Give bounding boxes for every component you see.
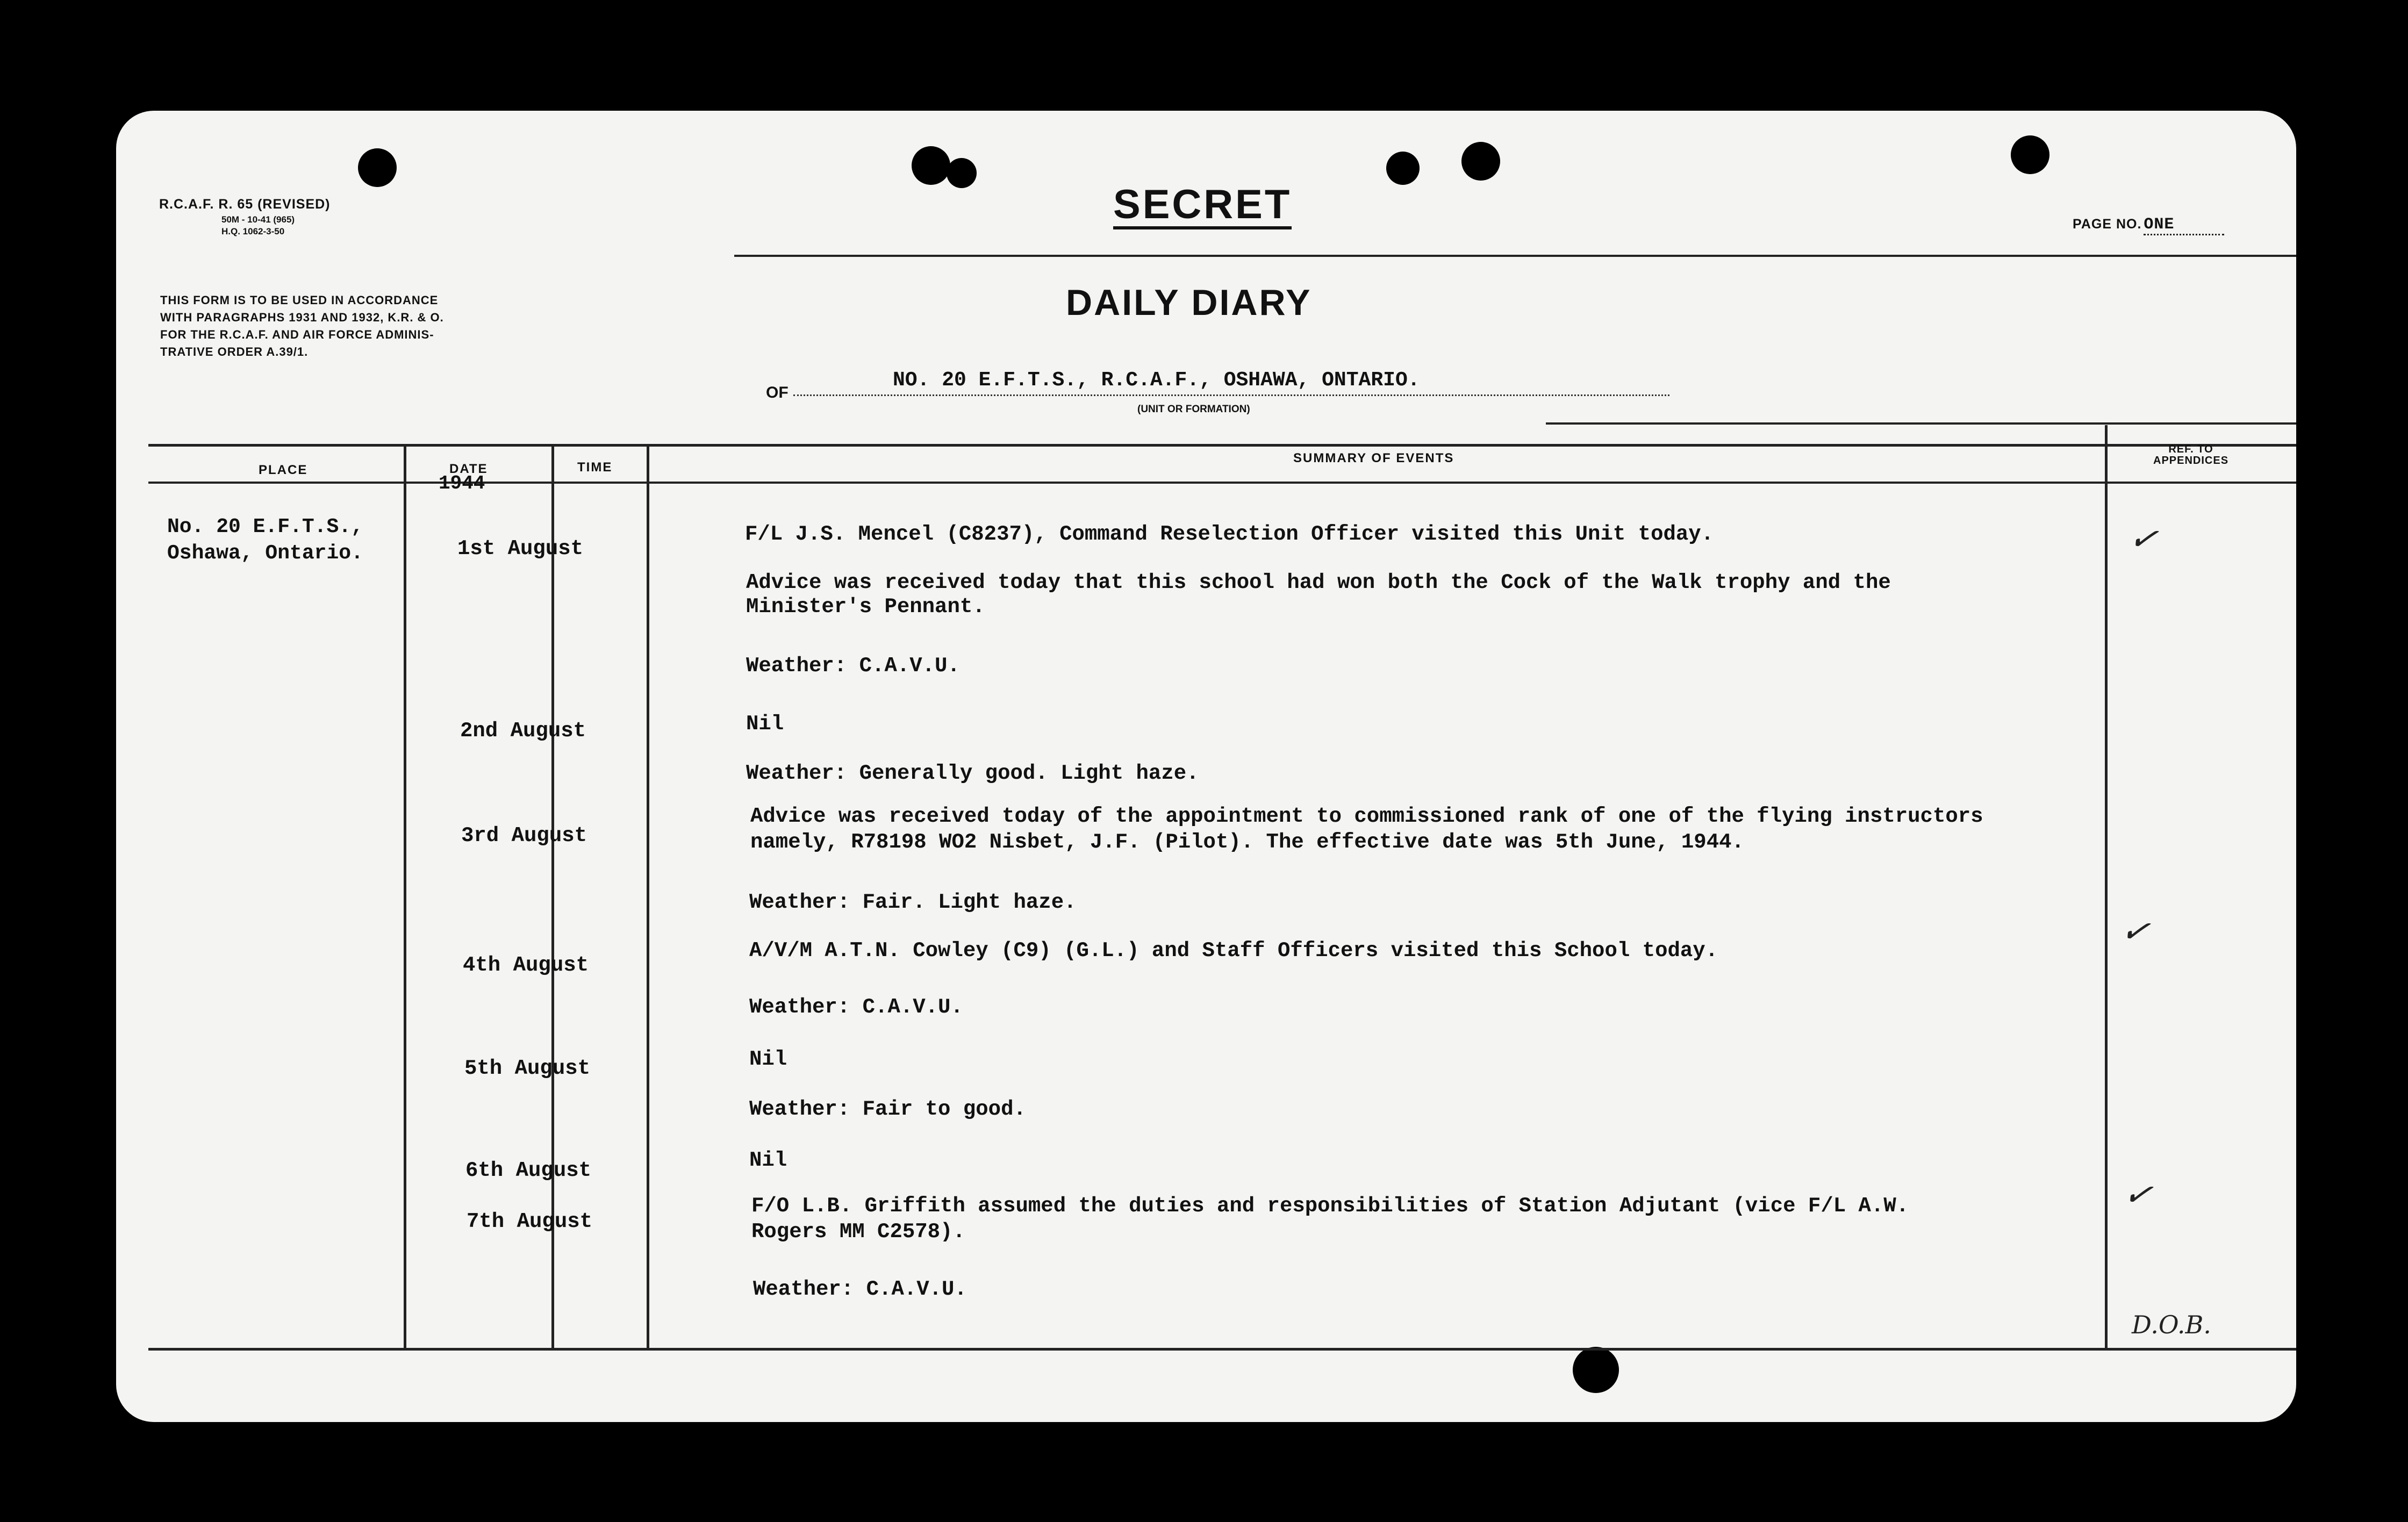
punch-hole [947, 158, 977, 188]
date-cell: 1st August [457, 537, 584, 561]
event-line: A/V/M A.T.N. Cowley (C9) (G.L.) and Staff Officers visited this School today. [749, 939, 1718, 963]
page-value: ONE [2144, 216, 2224, 235]
punch-hole [2011, 135, 2049, 174]
table-top-rule [1546, 422, 2296, 425]
punch-hole [1573, 1347, 1619, 1393]
place-cell [167, 514, 363, 567]
date-cell: 3rd August [461, 824, 587, 848]
event-line: Weather: Fair to good. [749, 1097, 1026, 1121]
check-mark-icon: ✓ [2120, 1172, 2156, 1217]
form-id-line: H.Q. 1062-3-50 [221, 226, 285, 236]
unit-caption: (UNIT OR FORMATION) [1137, 404, 1250, 415]
form-note-line: TRATIVE ORDER A.39/1. [160, 344, 309, 358]
event-line: Minister's Pennant. [746, 595, 985, 619]
event-line: Nil [749, 1047, 787, 1071]
header-rule [734, 255, 2296, 257]
column-header-place: PLACE [259, 463, 308, 477]
ref-label: APPENDICES [2153, 455, 2229, 466]
date-cell: 4th August [463, 953, 589, 977]
form-note-line: THIS FORM IS TO BE USED IN ACCORDANCE [160, 293, 439, 307]
event-line: Weather: Generally good. Light haze. [746, 762, 1199, 785]
check-mark-icon: ✓ [2125, 516, 2161, 562]
diary-sheet [116, 111, 2296, 1422]
form-id-line: 50M - 10-41 (965) [221, 214, 295, 225]
event-line: namely, R78198 WO2 Nisbet, J.F. (Pilot). The effective date was 5th June, 1944. [750, 830, 1744, 854]
place-line: No. 20 E.F.T.S., [167, 515, 363, 539]
event-line: Advice was received today that this school had won both the Cock of the Walk trophy and the [746, 571, 1891, 594]
punch-hole [358, 148, 397, 187]
form-instructions [160, 292, 444, 361]
form-note-line: WITH PARAGRAPHS 1931 AND 1932, K.R. & O. [160, 310, 444, 324]
classification-stamp: SECRET [1113, 183, 1292, 229]
event-line: Nil [746, 712, 784, 736]
column-divider [647, 447, 649, 1349]
form-note-line: FOR THE R.C.A.F. AND AIR FORCE ADMINIS- [160, 327, 434, 341]
event-line: Weather: Fair. Light haze. [749, 891, 1077, 914]
event-line: Weather: C.A.V.U. [749, 995, 963, 1019]
column-header-year: 1944 [439, 472, 485, 494]
page-title: DAILY DIARY [1066, 282, 1312, 323]
event-line: Rogers MM C2578). [751, 1220, 965, 1244]
check-mark-icon: ✓ [2117, 909, 2153, 954]
reviewer-initials: D.O.B. [2132, 1310, 2211, 1339]
unit-field [793, 369, 1669, 396]
place-line: Oshawa, Ontario. [167, 542, 363, 565]
date-cell: 7th August [467, 1210, 593, 1233]
date-cell: 5th August [464, 1057, 591, 1080]
form-identifier [159, 197, 331, 237]
page-number [2073, 216, 2224, 235]
punch-hole [1386, 152, 1420, 185]
event-line: F/O L.B. Griffith assumed the duties and responsibilities of Station Adjutant (vice F/L A.W. [751, 1194, 1909, 1218]
of-label: OF [766, 384, 789, 401]
unit-value: NO. 20 E.F.T.S., R.C.A.F., OSHAWA, ONTARIO. [893, 369, 1420, 392]
column-divider [2105, 425, 2108, 1349]
page-label: PAGE NO. [2073, 217, 2142, 232]
table-top-rule [148, 444, 2296, 447]
column-header-ref [2153, 444, 2228, 466]
column-header-time: TIME [577, 460, 613, 475]
ref-label: REF. TO [2168, 443, 2213, 455]
event-line: F/L J.S. Mencel (C8237), Command Reselection Officer visited this Unit today. [745, 522, 1714, 546]
column-divider [404, 447, 406, 1349]
punch-hole [1461, 142, 1500, 181]
event-line: Nil [749, 1148, 787, 1172]
punch-hole [912, 146, 950, 185]
column-header-summary: SUMMARY OF EVENTS [1293, 451, 1454, 465]
event-line: Advice was received today of the appointment to commissioned rank of one of the flying instructors [750, 805, 1983, 828]
event-line: Weather: C.A.V.U. [746, 654, 960, 678]
event-line: Weather: C.A.V.U. [753, 1277, 967, 1301]
date-cell: 2nd August [460, 719, 586, 743]
table-bottom-rule [148, 1348, 2296, 1351]
column-header-date: DATE [449, 462, 488, 476]
form-id-line: R.C.A.F. R. 65 (REVISED) [159, 197, 331, 212]
date-cell: 6th August [465, 1159, 592, 1182]
